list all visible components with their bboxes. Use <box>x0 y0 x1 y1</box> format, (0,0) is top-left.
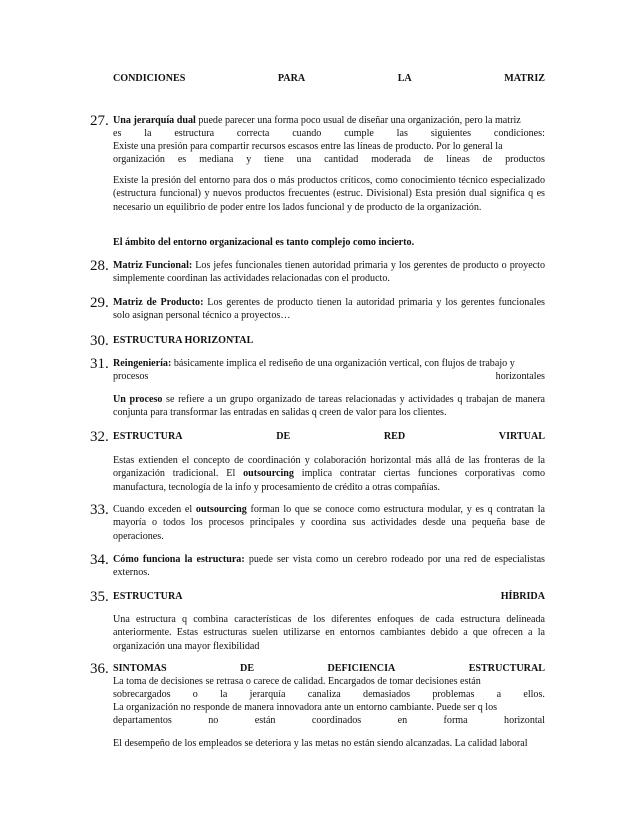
term-bold: Cómo funciona la estructura: <box>113 554 245 565</box>
word: tiene <box>264 154 284 165</box>
term-bold: Un proceso <box>113 394 163 405</box>
item-27-paragraph-2: Existe la presión del entorno para dos o más productos críticos, como conocimiento técnico especializado (estructura funcional) y nuevos productos frecuentes (estruc. Divisional) Esta presión dual significa q es necesario un equilibrio de poder entre los lados funcional y de producto de la organización. <box>113 175 545 213</box>
word: y <box>246 154 252 165</box>
heading-word: SINTOMAS <box>113 663 167 674</box>
item-36-heading <box>113 662 545 675</box>
body-text: Los gerentes de producto tienen la autoridad primaria y los gerentes funcionales solo asignan personal técnico a proyectos… <box>113 297 545 322</box>
item-31-line-2-right: horizontales <box>495 371 545 382</box>
word: correcta <box>236 128 270 139</box>
item-number: 27. <box>90 113 109 129</box>
heading-word: DE <box>240 663 255 674</box>
body-text: Cuando exceden el <box>113 504 196 515</box>
heading-word: DEFICIENCIA <box>327 663 396 674</box>
item-35-heading <box>113 590 545 603</box>
item-35-paragraph: Una estructura q combina características de los diferentes enfoques de cada estructura delineada anteriormente. Estas estructuras suelen utilizarse en entornos cambiantes debido a que ofrecen a la organización una mayor flexibilidad <box>113 614 545 652</box>
word: siguientes <box>430 128 472 139</box>
item-28-text <box>113 259 545 286</box>
word: moderada <box>371 154 411 165</box>
word: están <box>254 715 276 726</box>
heading-word: VIRTUAL <box>498 431 545 442</box>
word: mediana <box>199 154 234 165</box>
word: problemas <box>432 689 475 700</box>
item-number: 34. <box>90 552 109 568</box>
word: una <box>296 154 312 165</box>
heading-word: LA <box>397 73 412 84</box>
word: sobrecargados <box>113 689 171 700</box>
body-text: Estas extienden el concepto de coordinación y colaboración horizontal más allá de las fronteras de la organización tradicional. El <box>113 455 545 480</box>
item-32-paragraph <box>113 454 545 494</box>
term-bold: Una jerarquía dual <box>113 115 196 126</box>
word: cuando <box>292 128 322 139</box>
section-heading-conditions <box>113 72 545 85</box>
item-27-paragraph-3: El ámbito del entorno organizacional es tanto complejo como incierto. <box>113 237 415 248</box>
body-text: Los jefes funcionales tienen autoridad primaria y los gerentes de producto o proyecto simplemente coordinan las actividades relacionadas con el producto. <box>113 260 546 285</box>
word: cantidad <box>324 154 359 165</box>
item-31-paragraph-2 <box>113 393 545 420</box>
word: departamentos <box>113 715 172 726</box>
item-29-text <box>113 296 545 323</box>
item-27-line-4 <box>113 153 545 166</box>
word: organización <box>113 154 165 165</box>
word: la <box>144 128 152 139</box>
word: horizontal <box>504 715 545 726</box>
heading-word: MATRIZ <box>504 73 545 84</box>
item-number: 30. <box>90 333 109 349</box>
item-27-line-1 <box>113 114 545 127</box>
body-text: básicamente implica el rediseño de una organización vertical, con flujos de trabajo y <box>171 358 515 369</box>
item-31-line-2-left: procesos <box>113 371 149 382</box>
item-number: 33. <box>90 502 109 518</box>
word: ellos. <box>523 689 545 700</box>
heading-word: PARA <box>277 73 306 84</box>
word: forma <box>443 715 468 726</box>
word: demasiados <box>363 689 411 700</box>
word: productos <box>505 154 545 165</box>
word: no <box>208 715 219 726</box>
heading-word: ESTRUCTURAL <box>468 663 545 674</box>
term-bold: outsourcing <box>243 468 294 480</box>
heading-word: ESTRUCTURA <box>113 591 183 602</box>
item-27-line-3: Existe una presión para compartir recursos escasos entre las líneas de producto. Por lo general la <box>113 141 503 152</box>
item-number: 35. <box>90 589 109 605</box>
heading-word: CONDICIONES <box>113 73 186 84</box>
heading-word: ESTRUCTURA <box>113 431 183 442</box>
item-36-line-2: La toma de decisiones se retrasa o carece de calidad. Encargados de tomar decisiones están <box>113 676 481 687</box>
item-number: 29. <box>90 295 109 311</box>
term-bold: Reingeniería: <box>113 358 172 369</box>
word: las <box>396 128 408 139</box>
word: es <box>113 128 122 139</box>
term-bold: outsourcing <box>195 504 247 515</box>
word: líneas <box>446 154 470 165</box>
body-text: puede parecer una forma poco usual de diseñar una organización, pero la matriz <box>195 115 521 126</box>
item-36-line-3 <box>113 688 545 701</box>
word: de <box>423 154 434 165</box>
body-text: puede ser vista como un cerebro rodeado por una red de especialistas externos. <box>113 554 545 579</box>
item-number: 32. <box>90 429 109 445</box>
item-32-heading <box>113 430 545 443</box>
word: estructura <box>174 128 215 139</box>
body-text: forman lo que se conoce como estructura modular, y es q contratan la mayoría o todos los procesos principales y coordina sus actividades desde una pequeña base de operaciones. <box>113 504 545 542</box>
item-27-line-2 <box>113 127 545 140</box>
body-text: implica contratar ciertas funciones corporativas como manufactura, tecnología de la info y procesamiento de crédito a otras compañías. <box>113 468 546 493</box>
word: coordinados <box>311 715 362 726</box>
word: jerarquía <box>249 689 286 700</box>
body-text: se refiere a un grupo organizado de tareas relacionadas y actividades q trabajan de manera conjunta para transformar las entradas en salidas q creen de valor para los clientes. <box>113 394 545 419</box>
term-bold: Matriz Funcional: <box>113 260 193 271</box>
heading-word: DE <box>276 431 291 442</box>
heading-word: RED <box>383 431 406 442</box>
item-36-line-5 <box>113 714 545 727</box>
item-number: 36. <box>90 661 109 677</box>
item-number: 28. <box>90 258 109 274</box>
word: condiciones: <box>493 128 545 139</box>
word: de <box>482 154 493 165</box>
heading-word: HÍBRIDA <box>500 591 545 602</box>
item-33-paragraph <box>113 503 545 543</box>
word: la <box>220 689 228 700</box>
word: cumple <box>344 128 374 139</box>
word: es <box>177 154 187 165</box>
word: o <box>192 689 198 700</box>
item-36-line-4: La organización no responde de manera innovadora ante un entorno cambiante. Puede ser q los <box>113 702 498 713</box>
term-bold: Matriz de Producto: <box>113 297 204 308</box>
item-34-text <box>113 553 545 580</box>
item-31-line-1 <box>113 357 545 370</box>
word: canaliza <box>307 689 341 700</box>
word: en <box>397 715 408 726</box>
word: a <box>496 689 502 700</box>
item-number: 31. <box>90 356 109 372</box>
item-30-heading: ESTRUCTURA HORIZONTAL <box>113 335 254 346</box>
item-36-line-6: El desempeño de los empleados se deteriora y las metas no están siendo alcanzadas. La calidad laboral <box>113 738 528 749</box>
